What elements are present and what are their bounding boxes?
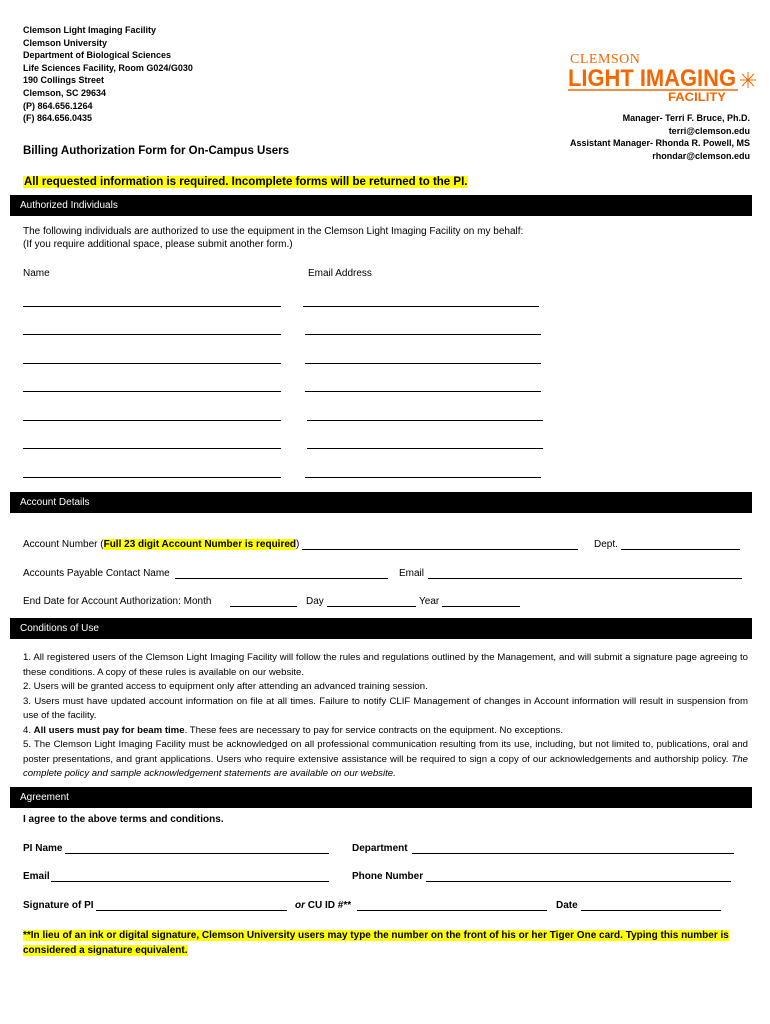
date-field[interactable]: [581, 910, 721, 911]
ap-email-field[interactable]: [428, 578, 742, 579]
footnote-text: **In lieu of an ink or digital signature, Clemson University users may type the number on the front of his or her Tiger One card. Typing this number is considered a signature equivalent.: [23, 930, 729, 956]
address-line: Life Sciences Facility, Room G024/G030: [23, 62, 193, 73]
condition-number: 4.: [23, 724, 34, 736]
section-authorized-individuals: Authorized Individuals: [10, 195, 752, 216]
address-line: Clemson University: [23, 37, 108, 48]
authorized-name-field[interactable]: [23, 391, 281, 392]
signature-footnote: [23, 928, 743, 958]
condition-item: [23, 724, 748, 739]
address-line: Clemson, SC 29634: [23, 87, 107, 98]
logo-facility-text: FACILITY: [668, 90, 726, 104]
logo-starburst-icon: [740, 72, 756, 88]
end-day-field[interactable]: [327, 606, 416, 607]
authorized-intro: The following individuals are authorized to use the equipment in the Clemson Light Imaging Facility on my behalf:: [23, 226, 524, 237]
pi-name-field[interactable]: [65, 853, 329, 854]
conditions-list: [23, 651, 748, 782]
day-label: Day: [306, 596, 324, 607]
fax-line: (F) 864.656.0435: [23, 113, 93, 124]
manager-email: terri@clemson.edu: [668, 125, 750, 136]
or-label: or: [295, 900, 305, 911]
authorized-name-field[interactable]: [23, 363, 281, 364]
year-label: Year: [419, 596, 440, 607]
end-year-field[interactable]: [442, 606, 520, 607]
logo-light-imaging-text: LIGHT IMAGING: [568, 65, 736, 92]
authorized-name-field[interactable]: [23, 334, 281, 335]
account-number-label: Account Number (: [23, 539, 104, 550]
account-number-requirement: Full 23 digit Account Number is required: [103, 539, 297, 550]
logo-clemson-text: CLEMSON: [570, 52, 641, 67]
authorized-name-field[interactable]: [23, 477, 281, 478]
date-label: Date: [556, 900, 578, 911]
address-line: Department of Biological Sciences: [23, 50, 172, 61]
dept-label: Dept.: [594, 539, 618, 550]
authorized-email-field[interactable]: [305, 477, 541, 478]
pi-email-label: Email: [23, 871, 50, 882]
condition-item: 2. Users will be granted access to equipment only after attending an advanced training session.: [23, 681, 428, 692]
section-account-details: Account Details: [10, 492, 752, 513]
email-column-label: Email Address: [308, 268, 372, 279]
beam-time-emphasis: All users must pay for beam time: [33, 724, 185, 736]
required-notice: All requested information is required. Incomplete forms will be returned to the PI.: [24, 176, 468, 188]
agree-statement: I agree to the above terms and conditions.: [23, 814, 224, 825]
policy-website-note: The complete policy and sample acknowledgement statements are available on our website.: [23, 753, 748, 779]
section-conditions-of-use: Conditions of Use: [10, 618, 752, 639]
signature-label: Signature of PI: [23, 900, 94, 911]
pi-email-field[interactable]: [51, 881, 329, 882]
authorized-email-field[interactable]: [307, 420, 543, 421]
end-date-label: End Date for Account Authorization: Month: [23, 596, 212, 607]
ap-email-label: Email: [399, 568, 425, 579]
facility-address: [23, 24, 193, 125]
authorized-email-field[interactable]: [305, 363, 541, 364]
authorized-intro-note: (If you require additional space, please submit another form.): [23, 239, 293, 250]
phone-label: Phone Number: [352, 871, 424, 882]
authorized-email-field[interactable]: [307, 448, 543, 449]
phone-line: (P) 864.656.1264: [23, 100, 93, 111]
ap-contact-field[interactable]: [175, 578, 388, 579]
condition-text: 5. The Clemson Light Imaging Facility must be acknowledged on all professional communication resulting from its use, including, but not limited to, publications, oral and poster presentations, and grant applications. Users who require extensive assistance will be required to sign a copy of our acknowledgements and authorship policy.: [23, 739, 748, 765]
manager-name: Manager- Terri F. Bruce, Ph.D.: [622, 113, 750, 123]
condition-text: . These fees are necessary to pay for service contracts on the equipment. No exceptions.: [184, 724, 564, 736]
account-number-field[interactable]: [302, 549, 578, 550]
cuid-label: CU ID #**: [307, 900, 352, 911]
name-column-label: Name: [23, 268, 50, 279]
clemson-light-imaging-logo: [568, 50, 758, 104]
address-line: Clemson Light Imaging Facility: [23, 25, 157, 35]
manager-contacts: [570, 112, 750, 162]
authorized-name-field[interactable]: [23, 448, 281, 449]
end-month-field[interactable]: [230, 606, 297, 607]
cuid-row: [295, 900, 351, 911]
cuid-field[interactable]: [357, 910, 547, 911]
condition-item: [23, 738, 748, 782]
authorized-name-field[interactable]: [23, 306, 281, 307]
phone-field[interactable]: [426, 881, 731, 882]
condition-item: 3. Users must have updated account information on file at all times. Failure to notify CLIF Management of changes in Account information will result in suspension from use of the facility.: [23, 695, 748, 721]
account-number-paren: ): [296, 539, 300, 550]
signature-field[interactable]: [96, 910, 287, 911]
department-field[interactable]: [412, 853, 734, 854]
dept-field[interactable]: [621, 549, 740, 550]
authorized-email-field[interactable]: [303, 306, 539, 307]
address-line: 190 Collings Street: [23, 75, 105, 86]
authorized-email-field[interactable]: [305, 334, 541, 335]
authorized-name-field[interactable]: [23, 420, 281, 421]
assistant-manager-name: Assistant Manager- Rhonda R. Powell, MS: [569, 138, 750, 149]
ap-contact-label: Accounts Payable Contact Name: [23, 568, 170, 579]
account-number-row: [23, 538, 299, 551]
pi-name-label: PI Name: [23, 843, 63, 854]
department-label: Department: [352, 843, 408, 854]
assistant-manager-email: rhondar@clemson.edu: [652, 150, 750, 161]
condition-item: 1. All registered users of the Clemson Light Imaging Facility will follow the rules and regulations outlined by the Management, and will submit a signature page agreeing to these conditions. A copy of these rules is available on our website.: [23, 652, 748, 678]
section-agreement: Agreement: [10, 787, 752, 808]
form-title: Billing Authorization Form for On-Campus Users: [23, 145, 289, 157]
authorized-email-field[interactable]: [305, 391, 541, 392]
